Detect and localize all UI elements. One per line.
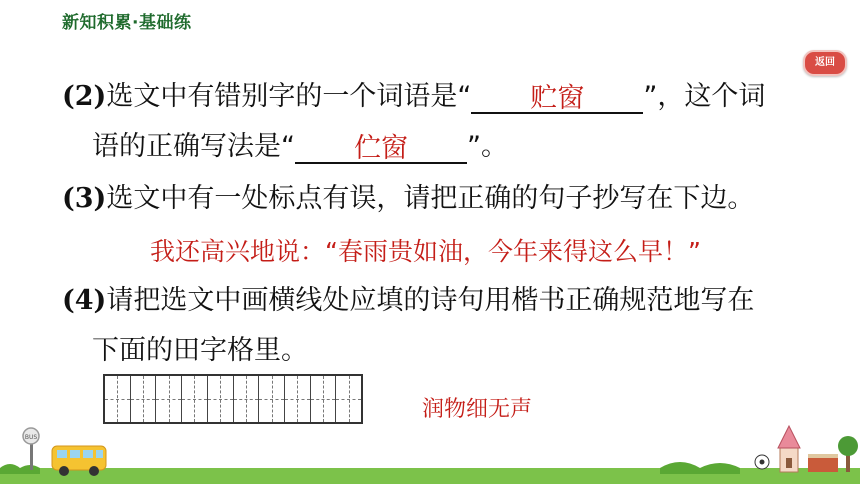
q4-answer: 润物细无声: [422, 397, 533, 422]
q3-line: [62, 182, 754, 216]
q3-number: (3): [62, 183, 107, 214]
tianzige-cell: [311, 376, 337, 422]
section-title: 新知积累·基础练: [62, 13, 192, 33]
tianzige-cell: [105, 376, 131, 422]
tianzige-cell: [156, 376, 182, 422]
tianzige-cell: [285, 376, 311, 422]
q2-answer-2: 伫窗: [354, 133, 408, 164]
q2-line-1: [62, 80, 765, 114]
q2-line1-suffix: ”，这个词: [643, 81, 766, 112]
q2-blank-2: [295, 132, 467, 164]
q4-line1-text: 请把选文中画横线处应填的诗句用楷书正确规范地写在: [106, 285, 755, 316]
tianzige-cell: [182, 376, 208, 422]
tianzige-grid: [103, 374, 363, 424]
q4-line2-text: 下面的田字格里。: [92, 335, 308, 366]
tianzige-cell: [259, 376, 285, 422]
tree-icon: [838, 436, 858, 472]
back-button-label: 返回: [815, 57, 835, 68]
tianzige-cell: [208, 376, 234, 422]
q2-line-2: [92, 130, 508, 164]
tianzige-cell: [131, 376, 157, 422]
q4-line-1: [62, 284, 754, 318]
q4-line-2: [92, 334, 308, 368]
tianzige-cell: [234, 376, 260, 422]
q2-number: (2): [62, 81, 107, 112]
q2-line1-text: 选文中有错别字的一个词语是“: [106, 81, 472, 112]
q2-answer-1: 贮窗: [530, 83, 585, 114]
svg-text:BUS: BUS: [24, 434, 38, 441]
soccer-ball-icon: [755, 455, 769, 469]
q4-number: (4): [62, 285, 107, 316]
tianzige-cell: [336, 376, 361, 422]
q2-line2-suffix: ”。: [467, 131, 508, 162]
back-button[interactable]: [803, 50, 847, 76]
castle-house-icon: [778, 426, 838, 472]
bus-stop-sign-icon: [23, 428, 39, 470]
decorative-ground: [0, 424, 860, 484]
q2-blank-1: [471, 82, 643, 114]
q3-text: 选文中有一处标点有误，请把正确的句子抄写在下边。: [106, 183, 755, 214]
q2-line2-text: 语的正确写法是“: [92, 131, 295, 162]
q3-answer: 我还高兴地说：“春雨贵如油，今年来得这么早！”: [150, 237, 701, 266]
